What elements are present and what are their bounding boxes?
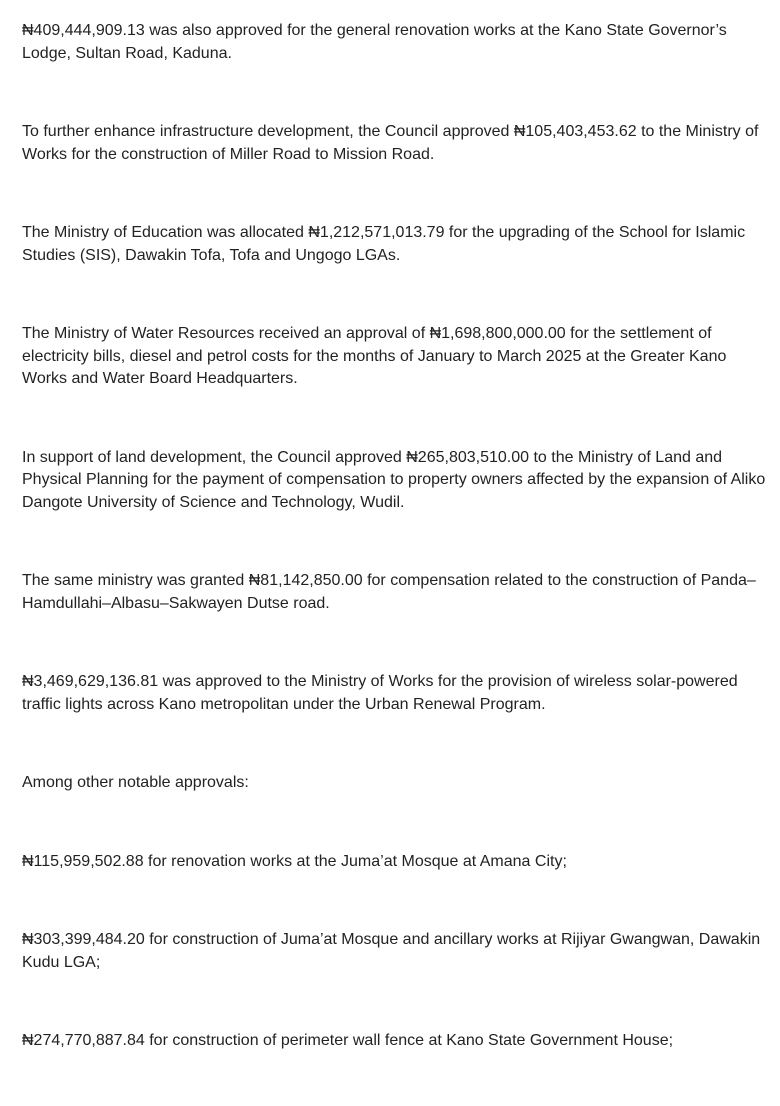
paragraph-traffic-lights: ₦3,469,629,136.81 was approved to the Ministry of Works for the provision of wireless solar-powered traffic lights across Kano metropolitan under the Urban Renewal Program. — [22, 673, 738, 713]
paragraph-other-approvals-intro: Among other notable approvals: — [22, 774, 249, 791]
paragraph-miller-road: To further enhance infrastructure development, the Council approved ₦105,403,453.62 to the Ministry of Works for the construction of Miller Road to Mission Road. — [22, 123, 759, 163]
paragraph-government-house-fence: ₦274,770,887.84 for construction of perimeter wall fence at Kano State Government House; — [22, 1032, 674, 1049]
paragraph-education-sis: The Ministry of Education was allocated ₦1,212,571,013.79 for the upgrading of the School for Islamic Studies (SIS), Dawakin Tofa, Tofa and Ungogo LGAs. — [22, 224, 746, 264]
paragraph-water-resources: The Ministry of Water Resources received an approval of ₦1,698,800,000.00 for the settlement of electricity bills, diesel and petrol costs for the months of January to March 2025 at the Greater Kano Works and Water Board Headquarters. — [22, 325, 727, 387]
paragraph-governors-lodge-renovation: ₦409,444,909.13 was also approved for the general renovation works at the Kano State Governor’s Lodge, Sultan Road, Kaduna. — [22, 22, 727, 62]
paragraph-amana-mosque: ₦115,959,502.88 for renovation works at the Juma’at Mosque at Amana City; — [22, 852, 567, 870]
paragraph-road-compensation: The same ministry was granted ₦81,142,850.00 for compensation related to the construction of Panda–Hamdullahi–Albasu–Sakwayen Dutse road. — [22, 572, 756, 612]
paragraph-rijiyar-gwangwan-mosque: ₦303,399,484.20 for construction of Juma’at Mosque and ancillary works at Rijiyar Gwangwan, Dawakin Kudu LGA; — [22, 931, 761, 971]
paragraph-land-compensation: In support of land development, the Council approved ₦265,803,510.00 to the Ministry of Land and Physical Planning for the payment of compensation to property owners affected by the expansion of Aliko Dangote University of Science and Technology, Wudil. — [22, 448, 766, 511]
